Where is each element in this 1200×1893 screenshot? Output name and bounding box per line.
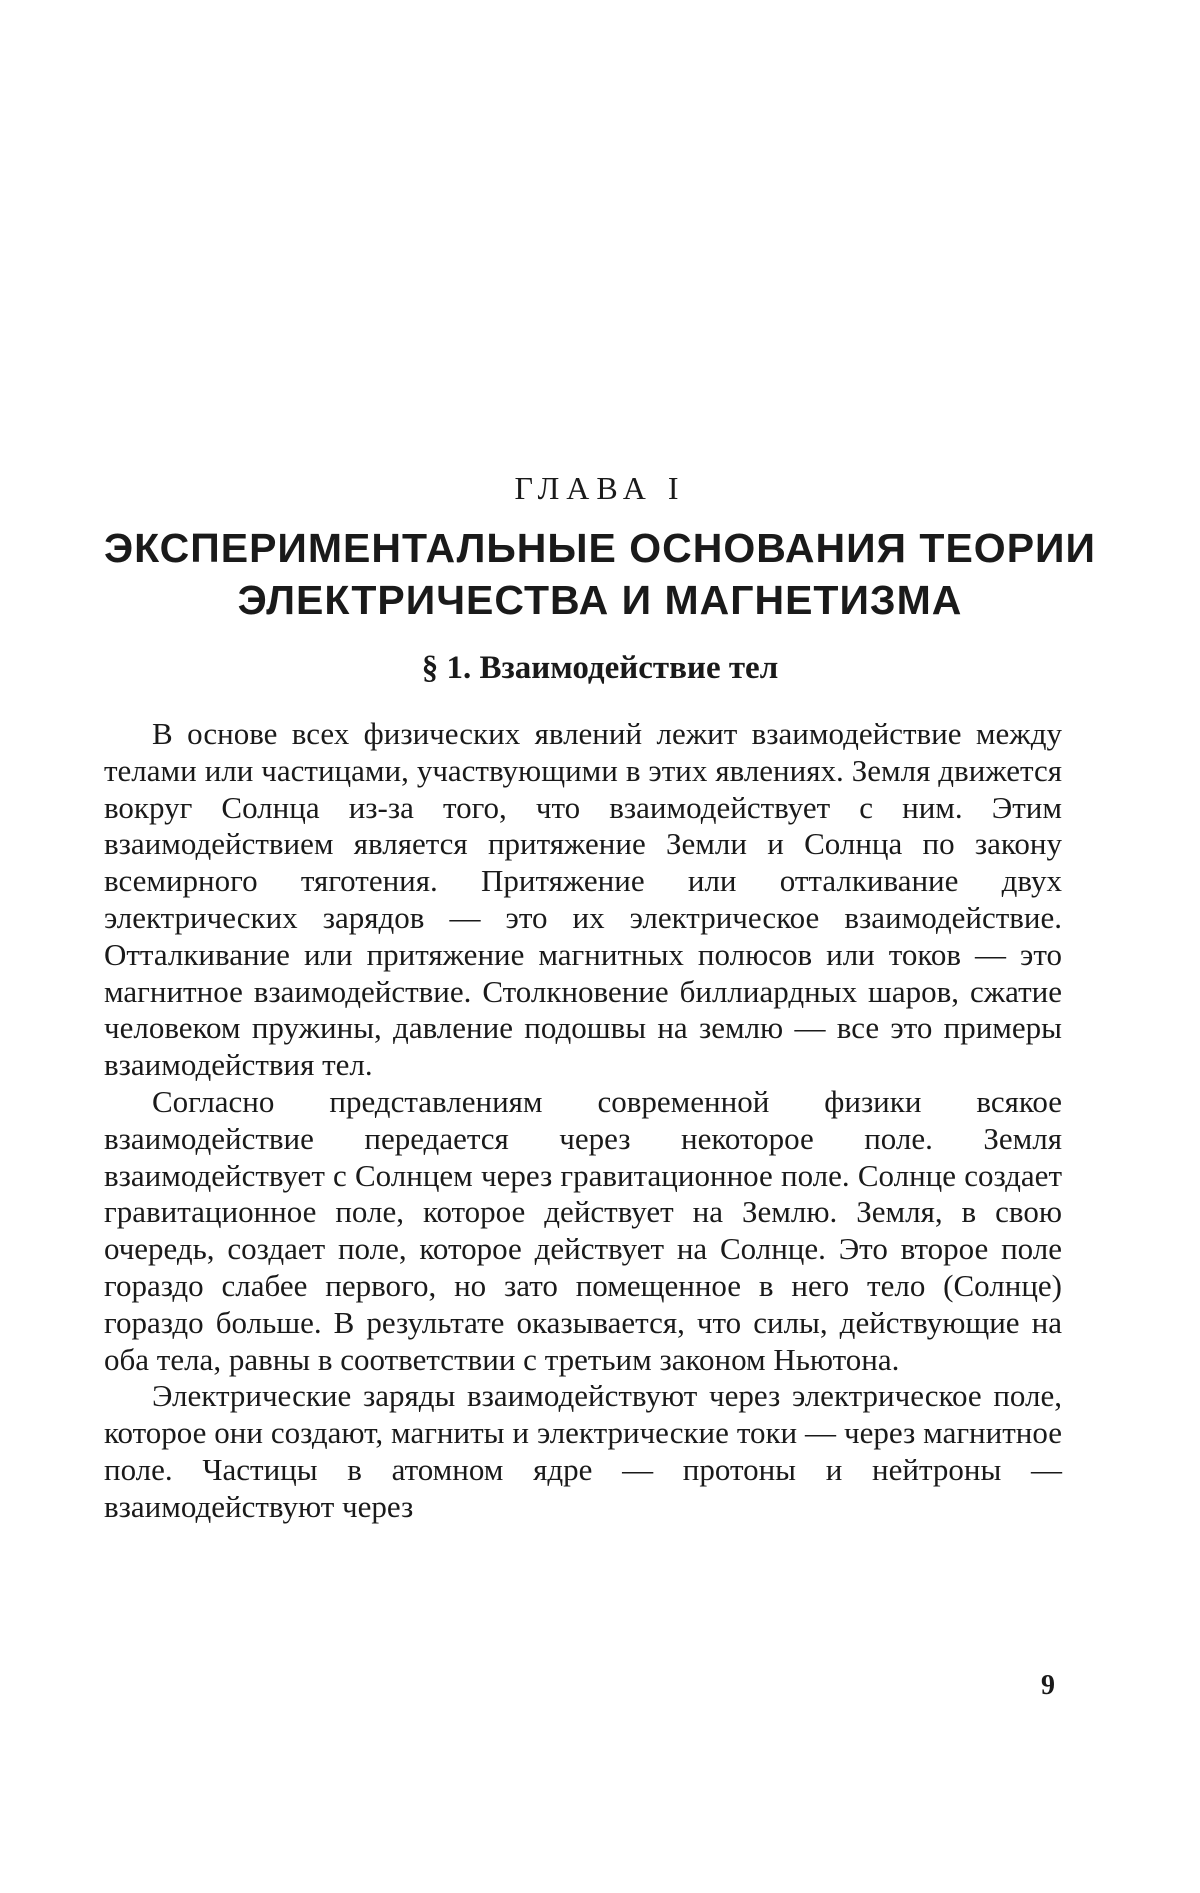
page-number: 9 <box>1041 1670 1055 1701</box>
paragraph: В основе всех физических явлений лежит взаимодействие между телами или частицами, участвующими в этих явлениях. Земля движется вокруг Солнца из-за того, что взаимодействует с ним. Этим взаимодействием является притяжение Земли и Солнца по закону всемирного тяготения. Притяжение или отталкивание двух электрических зарядов — это их электрическое взаимодействие. Отталкивание или притяжение магнитных полюсов или токов — это магнитное взаимодействие. Столкновение биллиардных шаров, сжатие человеком пружины, давление подошвы на землю — все это примеры взаимодействия тел. <box>104 716 1062 1083</box>
paragraph: Электрические заряды взаимодействуют через электрическое поле, которое они создают, магниты и электрические токи — через магнитное поле. Частицы в атомном ядре — протоны и нейтроны — взаимодействуют через <box>104 1378 1062 1524</box>
chapter-title-line-1: ЭКСПЕРИМЕНТАЛЬНЫЕ ОСНОВАНИЯ ТЕОРИИ <box>104 525 1096 571</box>
paragraph: Согласно представлениям современной физики всякое взаимодействие передается через некоторое поле. Земля взаимодействует с Солнцем через гравитационное поле. Солнце создает гравитационное поле, которое действует на Землю. Земля, в свою очередь, создает поле, которое действует на Солнце. Это второе поле гораздо слабее первого, но зато помещенное в него тело (Солнце) гораздо больше. В результате оказывается, что силы, действующие на оба тела, равны в соответствии с третьим законом Ньютона. <box>104 1083 1062 1377</box>
body-text <box>104 716 1062 1526</box>
section-title: § 1. Взаимодействие тел <box>421 650 779 686</box>
chapter-label: ГЛАВА I <box>514 470 686 506</box>
chapter-title <box>0 522 1200 626</box>
chapter-title-line-2: ЭЛЕКТРИЧЕСТВА И МАГНЕТИЗМА <box>237 577 963 623</box>
